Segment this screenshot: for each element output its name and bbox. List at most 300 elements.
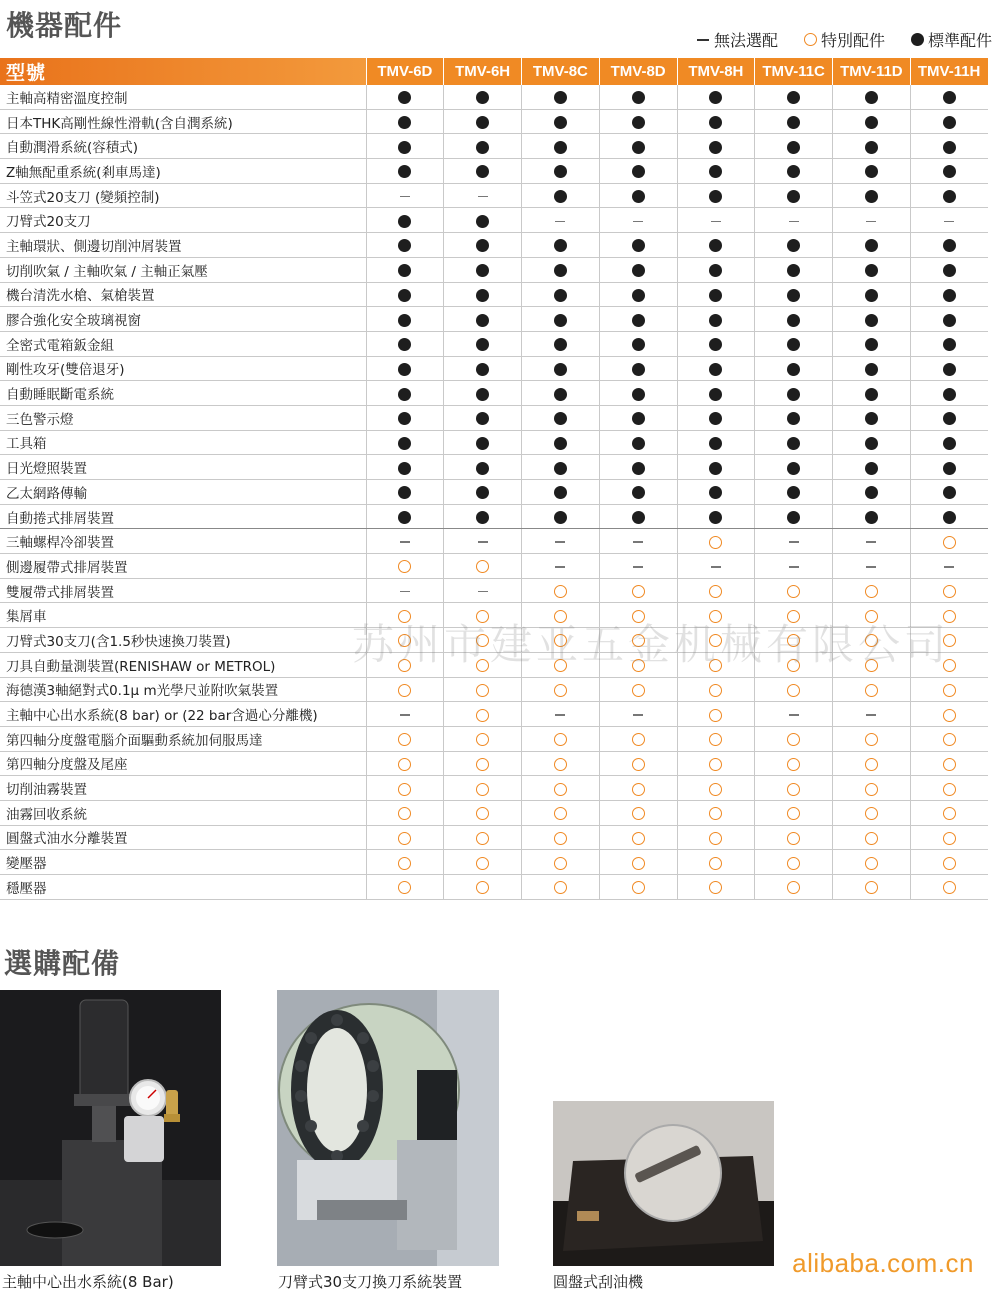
optional-ring-icon [476,832,489,845]
standard-dot-icon [709,190,722,203]
standard-dot-icon [787,289,800,302]
header-model-label: 型號 [0,58,366,85]
optional-ring-icon [398,610,411,623]
availability-cell [366,652,444,677]
standard-dot-icon [632,141,645,154]
standard-dot-icon [476,363,489,376]
standard-dot-icon [709,289,722,302]
availability-cell [910,529,988,554]
availability-cell [677,776,755,801]
availability-cell [522,850,600,875]
optional-ring-icon [554,610,567,623]
feature-name: 油霧回收系統 [0,800,366,825]
legend-standard [911,28,992,51]
legend [697,28,992,51]
availability-cell [444,257,522,282]
optional-ring-icon [476,684,489,697]
standard-dot-icon [554,314,567,327]
availability-cell [599,800,677,825]
availability-cell [522,702,600,727]
optional-ring-icon [398,733,411,746]
availability-cell [833,233,911,258]
availability-cell [444,603,522,628]
optional-ring-icon [943,807,956,820]
availability-cell [677,455,755,480]
optional-ring-icon [709,684,722,697]
optional-ring-icon [787,881,800,894]
availability-cell [833,702,911,727]
availability-cell [755,208,833,233]
feature-name: 主軸環狀、側邊切削沖屑裝置 [0,233,366,258]
standard-dot-icon [709,141,722,154]
optional-ring-icon [554,807,567,820]
availability-cell [599,85,677,109]
availability-cell [755,751,833,776]
standard-dot-icon [709,314,722,327]
standard-dot-icon [943,190,956,203]
availability-cell [677,85,755,109]
standard-dot-icon [632,462,645,475]
optional-ring-icon [865,881,878,894]
availability-cell [444,529,522,554]
optional-ring-icon [943,832,956,845]
availability-cell [522,800,600,825]
availability-cell [910,257,988,282]
feature-name: 主軸高精密溫度控制 [0,85,366,109]
availability-cell [833,529,911,554]
availability-cell [444,455,522,480]
availability-cell [833,652,911,677]
availability-cell [677,578,755,603]
availability-cell [833,134,911,159]
standard-dot-icon [554,190,567,203]
availability-cell [522,875,600,900]
table-row [0,85,988,109]
standard-dot-icon [943,264,956,277]
availability-cell [755,455,833,480]
availability-cell [755,628,833,653]
availability-cell [910,356,988,381]
feature-name: 刀臂式20支刀 [0,208,366,233]
availability-cell [833,257,911,282]
availability-cell [910,233,988,258]
feature-name: 膠合強化安全玻璃視窗 [0,307,366,332]
optional-ring-icon [476,857,489,870]
table-row [0,702,988,727]
availability-cell [833,603,911,628]
availability-cell [599,652,677,677]
header-model-tmv-8h: TMV-8H [677,58,755,85]
not-available-dash-icon [555,541,565,543]
availability-cell [522,208,600,233]
standard-dot-icon [787,116,800,129]
standard-dot-icon [787,338,800,351]
availability-cell [522,307,600,332]
watermark: 苏州市建亚五金机械有限公司 [352,620,951,669]
availability-cell [755,183,833,208]
not-available-dash-icon [789,221,799,223]
availability-cell [444,331,522,356]
table-row [0,455,988,480]
availability-cell [522,109,600,134]
optional-ring-icon [787,585,800,598]
availability-cell [522,381,600,406]
optional-ring-icon [787,684,800,697]
availability-cell [755,109,833,134]
not-available-dash-icon [866,714,876,716]
optional-ring-icon [398,560,411,573]
standard-dot-icon [943,116,956,129]
standard-dot-icon [865,338,878,351]
availability-cell [755,85,833,109]
standard-dot-icon [554,91,567,104]
standard-dot-icon [632,388,645,401]
availability-cell [910,480,988,505]
not-available-dash-icon [633,541,643,543]
availability-cell [677,331,755,356]
not-available-dash-icon [478,196,488,198]
optional-ring-icon [398,807,411,820]
feature-name: 全密式電箱鈑金組 [0,331,366,356]
availability-cell [366,109,444,134]
standard-dot-icon [632,363,645,376]
table-row [0,875,988,900]
standard-dot-icon [709,116,722,129]
feature-name: 剛性攻牙(雙倍退牙) [0,356,366,381]
standard-dot-icon [476,388,489,401]
standard-dot-icon [865,363,878,376]
availability-cell [366,307,444,332]
availability-cell [677,726,755,751]
availability-cell [910,134,988,159]
standard-dot-icon [943,462,956,475]
availability-cell [833,331,911,356]
availability-cell [677,677,755,702]
standard-dot-icon [398,511,411,524]
standard-dot-icon [398,486,411,499]
table-row [0,800,988,825]
legend-not-available [697,28,778,51]
optional-ring-icon [709,585,722,598]
availability-cell [833,85,911,109]
availability-cell [366,282,444,307]
availability-cell [910,578,988,603]
standard-dot-icon [398,412,411,425]
optional-ring-icon [865,783,878,796]
availability-cell [522,825,600,850]
availability-cell [444,356,522,381]
standard-dot-icon [865,190,878,203]
availability-cell [833,875,911,900]
optional-ring-icon [787,807,800,820]
optional-ring-icon [398,783,411,796]
availability-cell [366,405,444,430]
availability-cell [910,825,988,850]
availability-cell [755,800,833,825]
optional-ring-icon [398,857,411,870]
optional-ring-icon [787,857,800,870]
optional-ring-icon [476,783,489,796]
optional-ring-icon [787,610,800,623]
standard-dot-icon [398,462,411,475]
feature-name: 自動捲式排屑裝置 [0,504,366,529]
optional-ring-icon [943,610,956,623]
standard-dot-icon [476,116,489,129]
dash-icon [697,39,709,41]
availability-cell [677,430,755,455]
optional-ring-icon [709,807,722,820]
availability-cell [755,430,833,455]
availability-cell [833,109,911,134]
table-row [0,726,988,751]
not-available-dash-icon [789,541,799,543]
availability-cell [677,381,755,406]
feature-name: Z軸無配重系統(剎車馬達) [0,159,366,184]
table-row [0,776,988,801]
standard-dot-icon [398,289,411,302]
availability-cell [599,430,677,455]
feature-name: 斗笠式20支刀 (變頻控制) [0,183,366,208]
availability-cell [677,480,755,505]
feature-name: 工具箱 [0,430,366,455]
availability-cell [599,726,677,751]
standard-dot-icon [554,486,567,499]
standard-dot-icon [787,486,800,499]
availability-cell [444,800,522,825]
optional-ring-icon [554,733,567,746]
legend-standard-label: 標準配件 [927,31,992,50]
standard-dot-icon [398,338,411,351]
availability-cell [444,850,522,875]
optional-ring-icon [943,881,956,894]
availability-cell [366,257,444,282]
standard-dot-icon [787,264,800,277]
standard-dot-icon [554,437,567,450]
standard-dot-icon [709,91,722,104]
optional-ring-icon [943,709,956,722]
availability-cell [833,455,911,480]
standard-dot-icon [476,165,489,178]
optional-ring-icon [709,709,722,722]
availability-cell [833,480,911,505]
availability-cell [755,405,833,430]
table-row [0,282,988,307]
table-row [0,430,988,455]
not-available-dash-icon [711,566,721,568]
optional-ring-icon [398,881,411,894]
feature-name: 穩壓器 [0,875,366,900]
ring-icon [804,33,817,46]
availability-cell [522,282,600,307]
standard-dot-icon [787,412,800,425]
standard-dot-icon [709,239,722,252]
availability-cell [910,307,988,332]
availability-cell [677,603,755,628]
availability-cell [444,677,522,702]
feature-name: 集屑車 [0,603,366,628]
table-row [0,183,988,208]
availability-cell [444,282,522,307]
availability-cell [833,504,911,529]
availability-cell [833,208,911,233]
availability-cell [522,652,600,677]
standard-dot-icon [709,165,722,178]
standard-dot-icon [554,289,567,302]
standard-dot-icon [709,338,722,351]
standard-dot-icon [943,363,956,376]
header-model-tmv-11c: TMV-11C [755,58,833,85]
optional-ring-icon [865,857,878,870]
standard-dot-icon [398,388,411,401]
photo-tool-changer [277,990,499,1266]
availability-cell [755,702,833,727]
legend-not-available-label: 無法選配 [713,31,778,50]
not-available-dash-icon [555,566,565,568]
availability-cell [755,257,833,282]
standard-dot-icon [943,141,956,154]
availability-cell [599,504,677,529]
availability-cell [910,702,988,727]
availability-cell [833,183,911,208]
not-available-dash-icon [633,566,643,568]
not-available-dash-icon [400,541,410,543]
optional-ring-icon [476,634,489,647]
standard-dot-icon [632,314,645,327]
optional-ring-icon [865,832,878,845]
availability-cell [755,159,833,184]
standard-dot-icon [943,388,956,401]
availability-cell [366,381,444,406]
standard-dot-icon [943,437,956,450]
standard-dot-icon [554,338,567,351]
table-row [0,233,988,258]
availability-cell [522,405,600,430]
availability-cell [522,183,600,208]
standard-dot-icon [398,91,411,104]
optional-ring-icon [787,634,800,647]
availability-cell [755,850,833,875]
not-available-dash-icon [866,566,876,568]
optional-ring-icon [554,659,567,672]
feature-name: 日本THK高剛性線性滑軌(含自潤系統) [0,109,366,134]
availability-cell [910,331,988,356]
standard-dot-icon [476,314,489,327]
availability-cell [833,356,911,381]
not-available-dash-icon [400,714,410,716]
feature-name: 切削吹氣 / 主軸吹氣 / 主軸正氣壓 [0,257,366,282]
not-available-dash-icon [478,591,488,593]
availability-cell [910,554,988,579]
availability-cell [677,554,755,579]
availability-cell [677,875,755,900]
standard-dot-icon [865,116,878,129]
table-row [0,405,988,430]
standard-dot-icon [554,264,567,277]
standard-dot-icon [398,165,411,178]
standard-dot-icon [943,91,956,104]
optional-ring-icon [943,857,956,870]
availability-cell [833,307,911,332]
not-available-dash-icon [555,714,565,716]
availability-cell [366,776,444,801]
table-row [0,554,988,579]
table-row [0,159,988,184]
availability-cell [599,628,677,653]
optional-ring-icon [554,634,567,647]
availability-cell [910,405,988,430]
availability-cell [677,504,755,529]
tool-changer-illustration [277,990,499,1266]
availability-cell [910,776,988,801]
availability-cell [522,529,600,554]
availability-cell [677,850,755,875]
optional-ring-icon [787,733,800,746]
not-available-dash-icon [633,221,643,223]
availability-cell [444,134,522,159]
header-model-tmv-6h: TMV-6H [444,58,522,85]
optional-ring-icon [787,832,800,845]
availability-cell [444,381,522,406]
standard-dot-icon [476,462,489,475]
table-row [0,381,988,406]
optional-ring-icon [554,684,567,697]
feature-name: 主軸中心出水系統(8 bar) or (22 bar含過心分離機) [0,702,366,727]
optional-ring-icon [398,832,411,845]
availability-cell [366,504,444,529]
standard-dot-icon [476,215,489,228]
availability-cell [755,554,833,579]
availability-cell [599,850,677,875]
availability-cell [444,875,522,900]
standard-dot-icon [865,91,878,104]
feature-name: 自動睡眠斷電系統 [0,381,366,406]
optional-ring-icon [709,783,722,796]
standard-dot-icon [943,412,956,425]
feature-name: 切削油霧裝置 [0,776,366,801]
optional-ring-icon [632,585,645,598]
optional-ring-icon [709,758,722,771]
availability-cell [755,307,833,332]
availability-cell [910,109,988,134]
optional-ring-icon [943,536,956,549]
standard-dot-icon [554,116,567,129]
standard-dot-icon [709,388,722,401]
standard-dot-icon [632,437,645,450]
standard-dot-icon [943,338,956,351]
standard-dot-icon [787,165,800,178]
standard-dot-icon [787,388,800,401]
standard-dot-icon [865,388,878,401]
accessories-table [0,58,989,900]
standard-dot-icon [476,437,489,450]
availability-cell [366,578,444,603]
table-row [0,529,988,554]
optional-ring-icon [398,659,411,672]
photo-coolant-system [0,990,221,1266]
availability-cell [755,677,833,702]
feature-name: 三軸螺桿冷卻裝置 [0,529,366,554]
standard-dot-icon [943,486,956,499]
table-row [0,578,988,603]
standard-dot-icon [865,437,878,450]
availability-cell [677,825,755,850]
optional-ring-icon [632,758,645,771]
optional-ring-icon [632,881,645,894]
optional-ring-icon [865,807,878,820]
standard-dot-icon [865,486,878,499]
availability-cell [833,800,911,825]
table-row [0,850,988,875]
